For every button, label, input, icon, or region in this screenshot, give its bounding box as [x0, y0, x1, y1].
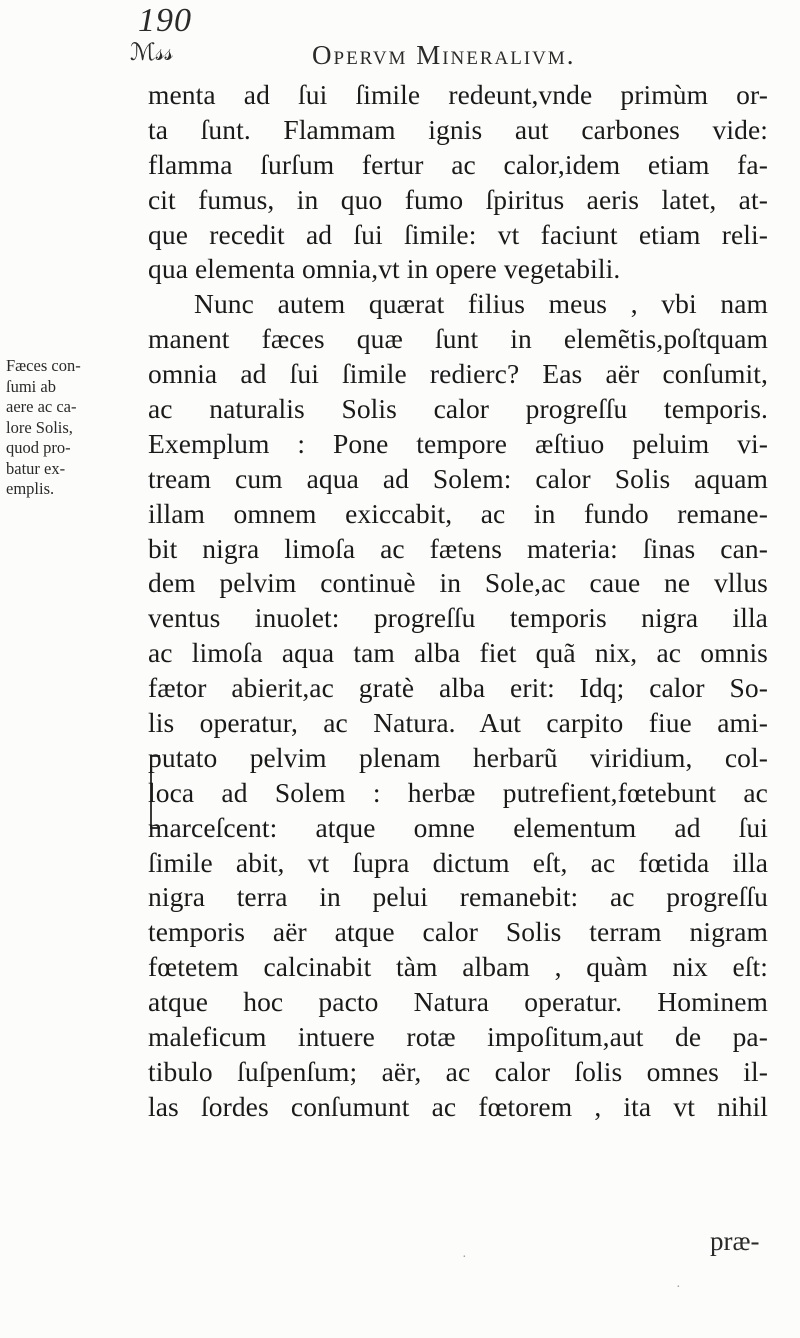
text-line: loca ad Solem : herbæ putrefient,fœtebunt ac — [148, 776, 768, 808]
text-line: omnia ad ſui ſimile redierc? Eas aër conſumit, — [148, 358, 768, 390]
paper-speck: · — [676, 1280, 681, 1295]
marginal-note-line: Fæces con- — [6, 356, 81, 375]
text-line: las ſordes conſumunt ac fœtorem , ita vt nihil — [148, 1090, 768, 1122]
running-title: Opervm Mineralivm. — [312, 40, 576, 70]
paper-speck: · — [462, 1250, 467, 1265]
text-line: nigra terra in pelui remanebit: ac progreſſu — [148, 881, 768, 913]
text-line: que recedit ad ſui ſimile: vt faciunt etiam reli- — [148, 218, 768, 250]
text-line: manent fæces quæ ſunt in elemẽtis,poſtquam — [148, 323, 768, 355]
text-line: atque hoc pacto Natura operatur. Hominem — [148, 986, 768, 1018]
marginal-note-line: lore Solis, — [6, 417, 73, 437]
text-line: Nunc autem quærat filius meus , vbi nam — [194, 288, 768, 320]
text-line: flamma ſurſum fertur ac calor,idem etiam fa- — [148, 148, 768, 180]
marginal-note-line: quod pro- — [6, 438, 71, 457]
text-line: ventus inuolet: progreſſu temporis nigra illa — [148, 602, 768, 634]
text-line: ac naturalis Solis calor progreſſu temporis. — [148, 393, 768, 425]
marginal-note-line: ſumi ab — [6, 376, 56, 396]
marginal-note-line: emplis. — [6, 479, 55, 498]
text-line: temporis aër atque calor Solis terram nigram — [148, 916, 768, 948]
marginal-note-line: aere ac ca- — [6, 397, 77, 416]
text-line: tream cum aqua ad Solem: calor Solis aquam — [148, 462, 768, 494]
text-line: marceſcent: atque omne elementum ad ſui — [148, 811, 768, 843]
text-line: putato pelvim plenam herbarũ viridium, col- — [148, 741, 768, 773]
text-line: lis operatur, ac Natura. Aut carpito fiue ami- — [148, 707, 768, 739]
text-line: ac limoſa aqua tam alba fiet quã nix, ac omnis — [148, 637, 768, 669]
text-line: maleficum intuere rotæ impoſitum,aut de pa- — [148, 1021, 768, 1053]
page-number: 190 — [138, 2, 192, 39]
text-line: tibulo ſuſpenſum; aër, ac calor ſolis omnes il- — [148, 1055, 768, 1087]
text-line: ſimile abit, vt ſupra dictum eſt, ac fœtida illa — [148, 846, 768, 878]
text-line: illam omnem exiccabit, ac in fundo remane- — [148, 497, 768, 529]
body-text — [148, 78, 768, 1125]
text-line: qua elementa omnia,vt in opere vegetabili. — [148, 253, 621, 285]
text-line: bit nigra limoſa ac fætens materia: ſinas can- — [148, 532, 768, 564]
catchword: præ- — [710, 1226, 760, 1256]
marginal-note — [6, 356, 138, 500]
header-ornament: ℳ𝓈𝓈 — [130, 40, 174, 66]
text-line: menta ad ſui ſimile redeunt,vnde primùm or- — [148, 79, 768, 110]
text-line: dem pelvim continuè in Sole,ac caue ne vllus — [148, 567, 768, 599]
text-line: fætor abierit,ac gratè alba erit: Idq; calor So- — [148, 672, 768, 704]
text-line: ta ſunt. Flammam ignis aut carbones vide: — [148, 113, 768, 145]
text-line: cit fumus, in quo fumo ſpiritus aeris latet, at- — [148, 183, 768, 215]
text-line: fœtetem calcinabit tàm albam , quàm nix eſt: — [148, 951, 768, 983]
marginal-note-line: batur ex- — [6, 458, 66, 478]
text-line: Exemplum : Pone tempore æſtiuo peluim vi- — [148, 427, 768, 459]
